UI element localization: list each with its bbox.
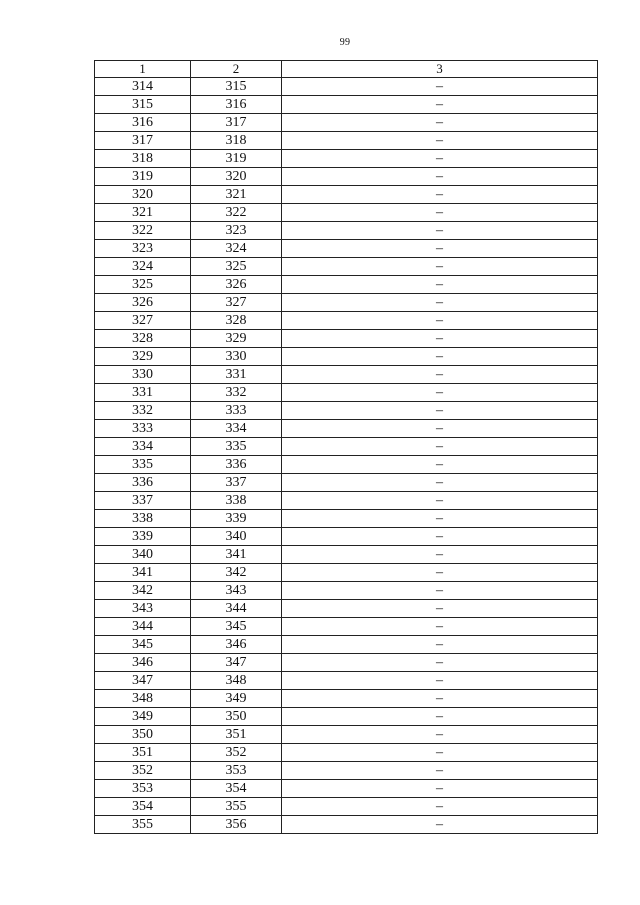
table-cell-col-3: – xyxy=(282,186,598,204)
table-cell-col-3: – xyxy=(282,348,598,366)
table-cell-col-1: 323 xyxy=(95,240,191,258)
table-cell-col-1: 341 xyxy=(95,564,191,582)
table-cell-col-3: – xyxy=(282,510,598,528)
table-row xyxy=(95,456,598,474)
table-cell-col-3: – xyxy=(282,150,598,168)
table-cell-col-3: – xyxy=(282,330,598,348)
table-cell-col-3: – xyxy=(282,240,598,258)
table-cell-col-3: – xyxy=(282,564,598,582)
table-cell-col-3: – xyxy=(282,204,598,222)
table-cell-col-1: 327 xyxy=(95,312,191,330)
table-row xyxy=(95,564,598,582)
table-row xyxy=(95,240,598,258)
table-cell-col-2: 354 xyxy=(191,780,282,798)
table-cell-col-3: – xyxy=(282,528,598,546)
table-cell-col-1: 331 xyxy=(95,384,191,402)
header-row xyxy=(95,61,598,78)
table-cell-col-1: 338 xyxy=(95,510,191,528)
table-cell-col-3: – xyxy=(282,402,598,420)
table-cell-col-2: 325 xyxy=(191,258,282,276)
table-cell-col-3: – xyxy=(282,294,598,312)
table-cell-col-2: 345 xyxy=(191,618,282,636)
table-cell-col-3: – xyxy=(282,636,598,654)
table-row xyxy=(95,366,598,384)
table-cell-col-3: – xyxy=(282,672,598,690)
table-row xyxy=(95,168,598,186)
table-cell-col-2: 330 xyxy=(191,348,282,366)
table-cell-col-2: 337 xyxy=(191,474,282,492)
page-number: 99 xyxy=(339,37,351,48)
table-row xyxy=(95,708,598,726)
table-cell-col-2: 328 xyxy=(191,312,282,330)
table-cell-col-3: – xyxy=(282,276,598,294)
table-cell-col-1: 340 xyxy=(95,546,191,564)
table-cell-col-2: 347 xyxy=(191,654,282,672)
table-cell-col-2: 319 xyxy=(191,150,282,168)
table-row xyxy=(95,582,598,600)
table-cell-col-3: – xyxy=(282,96,598,114)
table-cell-col-2: 342 xyxy=(191,564,282,582)
table-row xyxy=(95,510,598,528)
table-cell-col-2: 341 xyxy=(191,546,282,564)
table-cell-col-2: 352 xyxy=(191,744,282,762)
table-cell-col-1: 334 xyxy=(95,438,191,456)
column-header-3: 3 xyxy=(282,61,598,78)
table-cell-col-1: 347 xyxy=(95,672,191,690)
table-cell-col-1: 336 xyxy=(95,474,191,492)
table-cell-col-1: 344 xyxy=(95,618,191,636)
table-row xyxy=(95,258,598,276)
table-cell-col-1: 324 xyxy=(95,258,191,276)
table-cell-col-2: 332 xyxy=(191,384,282,402)
table-cell-col-1: 328 xyxy=(95,330,191,348)
table-row xyxy=(95,780,598,798)
table-cell-col-3: – xyxy=(282,780,598,798)
table-row xyxy=(95,132,598,150)
table-cell-col-1: 351 xyxy=(95,744,191,762)
table-cell-col-2: 318 xyxy=(191,132,282,150)
table-cell-col-1: 330 xyxy=(95,366,191,384)
table-row xyxy=(95,312,598,330)
table-cell-col-2: 323 xyxy=(191,222,282,240)
table-row xyxy=(95,438,598,456)
table-cell-col-2: 338 xyxy=(191,492,282,510)
table-cell-col-3: – xyxy=(282,438,598,456)
table-cell-col-2: 336 xyxy=(191,456,282,474)
table-cell-col-3: – xyxy=(282,420,598,438)
table-row xyxy=(95,204,598,222)
table-cell-col-3: – xyxy=(282,708,598,726)
table-cell-col-1: 342 xyxy=(95,582,191,600)
table-row xyxy=(95,600,598,618)
data-table xyxy=(94,60,598,834)
table-cell-col-2: 334 xyxy=(191,420,282,438)
table-row xyxy=(95,762,598,780)
table-cell-col-1: 320 xyxy=(95,186,191,204)
table-row xyxy=(95,474,598,492)
table-header xyxy=(95,61,598,78)
table-cell-col-1: 354 xyxy=(95,798,191,816)
table-row xyxy=(95,150,598,168)
table-row xyxy=(95,330,598,348)
table-cell-col-3: – xyxy=(282,222,598,240)
table-cell-col-1: 318 xyxy=(95,150,191,168)
table-cell-col-3: – xyxy=(282,726,598,744)
table-body xyxy=(95,78,598,834)
table-row xyxy=(95,294,598,312)
table-cell-col-2: 349 xyxy=(191,690,282,708)
table-cell-col-3: – xyxy=(282,492,598,510)
table-cell-col-1: 319 xyxy=(95,168,191,186)
column-header-1: 1 xyxy=(95,61,191,78)
table-cell-col-2: 350 xyxy=(191,708,282,726)
table-cell-col-2: 331 xyxy=(191,366,282,384)
table-row xyxy=(95,654,598,672)
table-cell-col-1: 321 xyxy=(95,204,191,222)
table-cell-col-1: 345 xyxy=(95,636,191,654)
table-row xyxy=(95,384,598,402)
table-cell-col-3: – xyxy=(282,456,598,474)
table-cell-col-2: 356 xyxy=(191,816,282,834)
table-cell-col-3: – xyxy=(282,114,598,132)
table-cell-col-1: 339 xyxy=(95,528,191,546)
table-cell-col-2: 327 xyxy=(191,294,282,312)
table-cell-col-2: 343 xyxy=(191,582,282,600)
table-cell-col-3: – xyxy=(282,384,598,402)
table-cell-col-1: 316 xyxy=(95,114,191,132)
table-cell-col-2: 329 xyxy=(191,330,282,348)
table-cell-col-1: 322 xyxy=(95,222,191,240)
table-cell-col-2: 322 xyxy=(191,204,282,222)
table-cell-col-2: 326 xyxy=(191,276,282,294)
table-cell-col-1: 352 xyxy=(95,762,191,780)
table-row xyxy=(95,222,598,240)
table-row xyxy=(95,186,598,204)
table-cell-col-3: – xyxy=(282,816,598,834)
table-row xyxy=(95,78,598,96)
table-row xyxy=(95,726,598,744)
table-row xyxy=(95,348,598,366)
table-cell-col-1: 317 xyxy=(95,132,191,150)
table-cell-col-1: 335 xyxy=(95,456,191,474)
table-row xyxy=(95,636,598,654)
table-cell-col-1: 343 xyxy=(95,600,191,618)
table-cell-col-2: 333 xyxy=(191,402,282,420)
table-row xyxy=(95,402,598,420)
table-row xyxy=(95,618,598,636)
table-cell-col-3: – xyxy=(282,762,598,780)
table-cell-col-1: 350 xyxy=(95,726,191,744)
table-cell-col-1: 349 xyxy=(95,708,191,726)
table-row xyxy=(95,546,598,564)
table-cell-col-2: 355 xyxy=(191,798,282,816)
table-cell-col-2: 320 xyxy=(191,168,282,186)
table-cell-col-1: 348 xyxy=(95,690,191,708)
table-cell-col-1: 332 xyxy=(95,402,191,420)
table-cell-col-3: – xyxy=(282,546,598,564)
table-cell-col-1: 314 xyxy=(95,78,191,96)
table-cell-col-3: – xyxy=(282,582,598,600)
table-cell-col-2: 315 xyxy=(191,78,282,96)
table-cell-col-2: 346 xyxy=(191,636,282,654)
table-row xyxy=(95,114,598,132)
table-cell-col-3: – xyxy=(282,654,598,672)
table-cell-col-3: – xyxy=(282,258,598,276)
table-cell-col-1: 333 xyxy=(95,420,191,438)
table-cell-col-2: 324 xyxy=(191,240,282,258)
table-cell-col-3: – xyxy=(282,600,598,618)
table-cell-col-2: 335 xyxy=(191,438,282,456)
table-cell-col-2: 351 xyxy=(191,726,282,744)
table-row xyxy=(95,276,598,294)
table-cell-col-1: 355 xyxy=(95,816,191,834)
table-row xyxy=(95,96,598,114)
table-cell-col-1: 346 xyxy=(95,654,191,672)
table-row xyxy=(95,528,598,546)
table-cell-col-2: 316 xyxy=(191,96,282,114)
table-cell-col-2: 348 xyxy=(191,672,282,690)
table-row xyxy=(95,420,598,438)
table-row xyxy=(95,744,598,762)
table-cell-col-3: – xyxy=(282,366,598,384)
table-row xyxy=(95,816,598,834)
table-cell-col-1: 353 xyxy=(95,780,191,798)
table-row xyxy=(95,690,598,708)
table-cell-col-2: 340 xyxy=(191,528,282,546)
table-cell-col-2: 344 xyxy=(191,600,282,618)
table-cell-col-3: – xyxy=(282,312,598,330)
table-cell-col-3: – xyxy=(282,798,598,816)
table-cell-col-3: – xyxy=(282,690,598,708)
table-cell-col-1: 325 xyxy=(95,276,191,294)
table-cell-col-3: – xyxy=(282,618,598,636)
table-cell-col-1: 315 xyxy=(95,96,191,114)
table-cell-col-3: – xyxy=(282,132,598,150)
table-row xyxy=(95,492,598,510)
table-cell-col-2: 339 xyxy=(191,510,282,528)
table-cell-col-3: – xyxy=(282,744,598,762)
table-cell-col-1: 326 xyxy=(95,294,191,312)
table-cell-col-2: 353 xyxy=(191,762,282,780)
table-cell-col-1: 329 xyxy=(95,348,191,366)
table-row xyxy=(95,798,598,816)
table-cell-col-3: – xyxy=(282,474,598,492)
column-header-2: 2 xyxy=(191,61,282,78)
table-cell-col-1: 337 xyxy=(95,492,191,510)
table-row xyxy=(95,672,598,690)
table-cell-col-3: – xyxy=(282,78,598,96)
table-cell-col-2: 321 xyxy=(191,186,282,204)
table-cell-col-3: – xyxy=(282,168,598,186)
table-cell-col-2: 317 xyxy=(191,114,282,132)
